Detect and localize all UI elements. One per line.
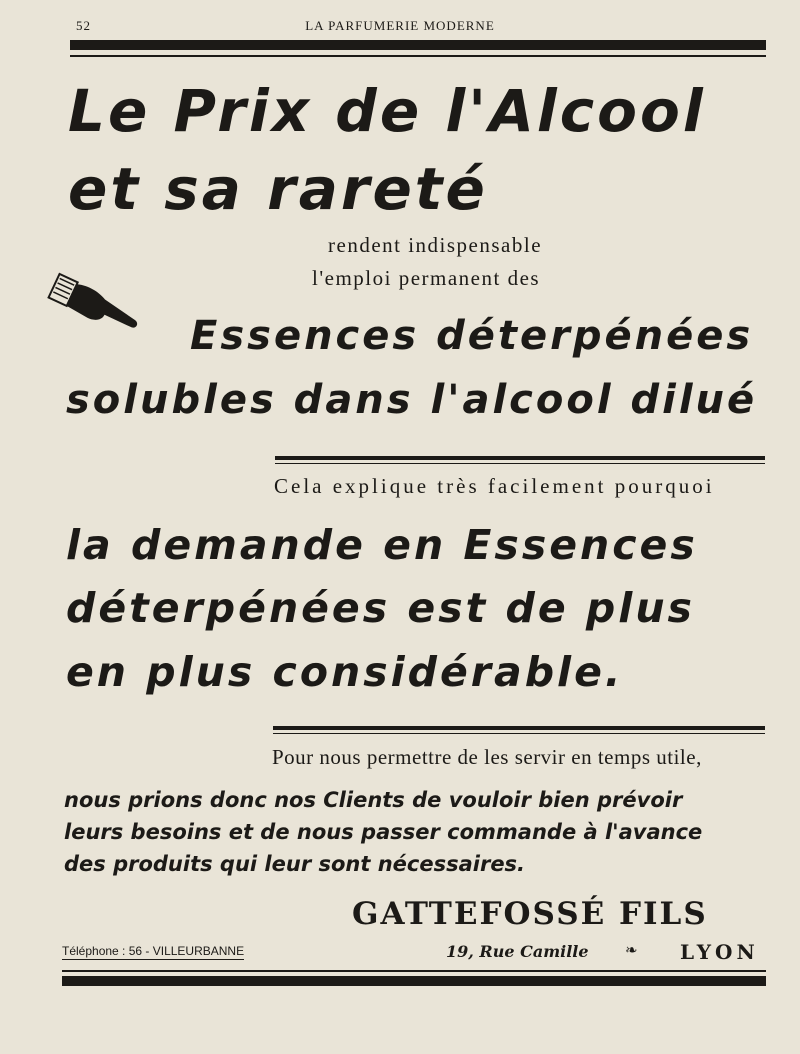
- product-line-1: Essences déterpénées: [190, 313, 754, 359]
- headline-line-1: Le Prix de l'Alcool: [68, 77, 706, 145]
- section-rule-1b: [275, 463, 765, 464]
- telephone-number: Téléphone : 56 - VILLEURBANNE: [62, 944, 245, 958]
- top-rule-thick: [70, 40, 766, 50]
- request-intro: Pour nous permettre de les servir en temps utile,: [272, 745, 702, 769]
- ornament-icon: ❧: [625, 941, 638, 959]
- section-rule-2b: [273, 733, 765, 734]
- headline-line-2: et sa rareté: [68, 155, 488, 223]
- demand-line-1: la demande en Essences: [66, 521, 698, 569]
- intro-line-2: l'emploi permanent des: [312, 266, 541, 290]
- company-name: GATTEFOSSÉ FILS: [352, 896, 708, 932]
- city-name: LYON: [680, 940, 759, 964]
- section-rule-1a: [275, 456, 765, 460]
- pointing-hand-icon: [44, 270, 152, 340]
- request-line-2: leurs besoins et de nous passer commande à l'avance: [64, 820, 703, 844]
- explanation-text: Cela explique très facilement pourquoi: [274, 474, 715, 498]
- page-number: 52: [76, 18, 91, 33]
- request-line-3: des produits qui leur sont nécessaires.: [64, 852, 526, 876]
- street-address: 19, Rue Camille: [446, 942, 589, 961]
- bottom-rule-thick: [62, 976, 766, 986]
- demand-line-2: déterpénées est de plus: [66, 584, 695, 632]
- section-rule-2a: [273, 726, 765, 730]
- intro-line-1: rendent indispensable: [328, 233, 543, 257]
- product-line-2: solubles dans l'alcool dilué: [66, 377, 758, 423]
- demand-line-3: en plus considérable.: [66, 648, 624, 696]
- bottom-rule-thin: [62, 970, 766, 972]
- top-rule-thin: [70, 55, 766, 57]
- running-title: LA PARFUMERIE MODERNE: [305, 18, 495, 33]
- request-line-1: nous prions donc nos Clients de vouloir bien prévoir: [64, 788, 683, 812]
